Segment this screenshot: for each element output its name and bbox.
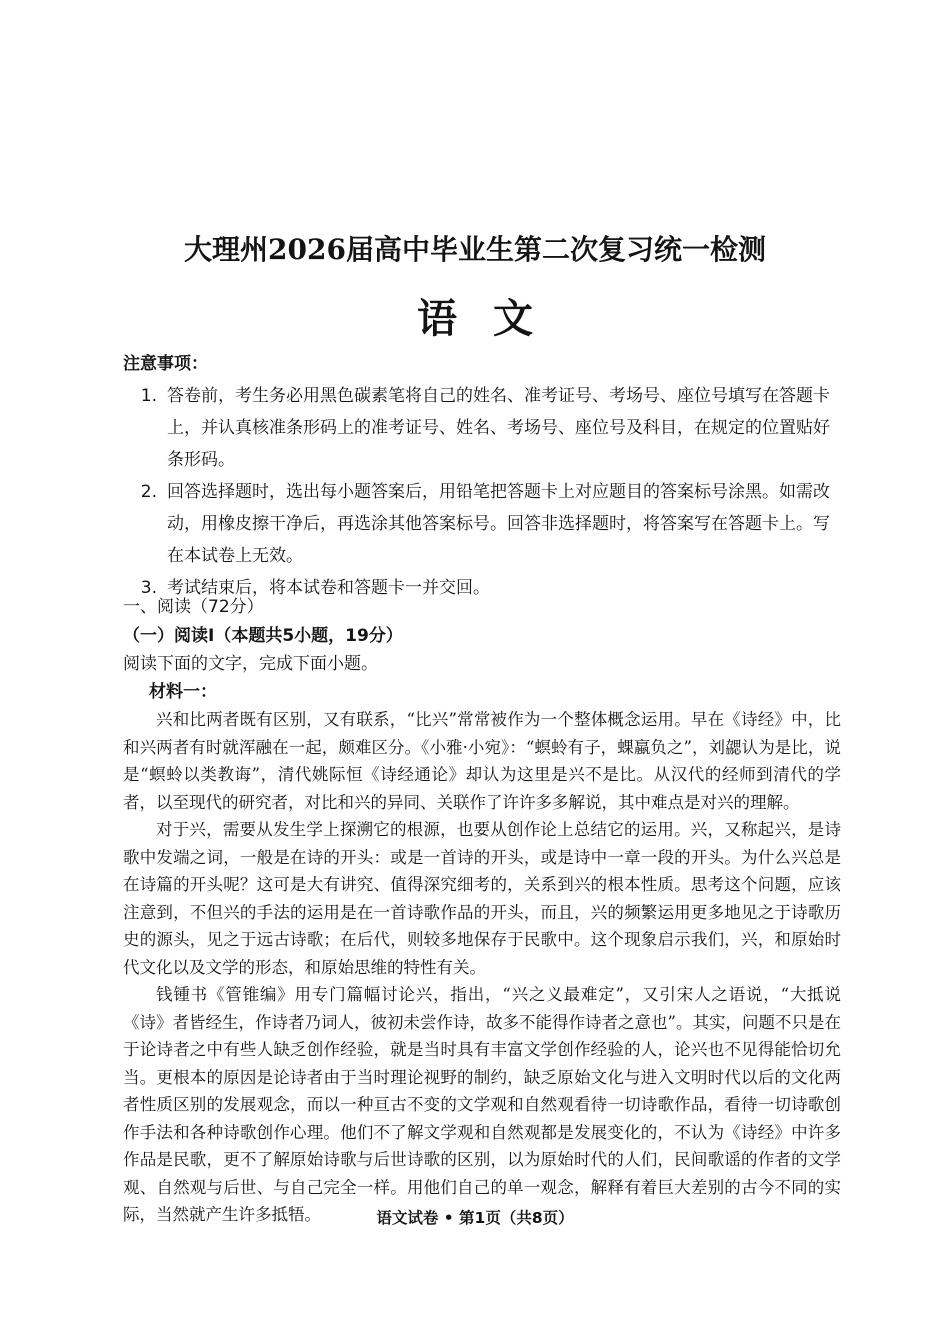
material-paragraph: 对于兴，需要从发生学上探溯它的根源，也要从创作论上总结它的运用。兴，又称起兴，是诗歌中发端之词，一般是在诗的开头：或是一首诗的开头，或是诗中一章一段的开头。为什么兴总是在诗篇的开头呢？这可是大有讲究、值得深究细考的，关系到兴的根本性质。思考这个问题，应该注意到，不但兴的手法的运用是在一首诗歌作品的开头，而且，兴的频繁运用更多地见之于诗歌历史的源头，见之于远古诗歌；在后代，则较多地保存于民歌中。这个现象启示我们，兴，和原始时代文化以及文学的形态，和原始思维的特性有关。 bbox=[123, 820, 841, 977]
notice-item-text: 考试结束后，将本试卷和答题卡一并交回。 bbox=[167, 578, 490, 598]
sub-section-heading: （一）阅读Ⅰ（本题共5小题，19分） bbox=[123, 626, 403, 646]
material-paragraph: 钱锺书《管锥编》用专门篇幅讨论兴，指出，“兴之义最难定”，又引宋人之语说，“大抵说《诗》者皆经生，作诗者乃词人，彼初未尝作诗，故多不能得作诗者之意也”。其实，问题不只是在于论诗者之中有些人缺乏创作经验，就是当时具有丰富文学创作经验的人，论兴也不见得能恰切允当。更根本的原因是论诗者由于当时理论视野的制约，缺乏原始文化与进入文明时代以后的文化两者性质区别的发展观念，而以一种亘古不变的文学观和自然观看待一切诗歌作品，看待一切诗歌创作手法和各种诗歌创作心理。他们不了解文学观和自然观都是发展变化的，不认为《诗经》中许多作品是民歌，更不了解原始诗歌与后世诗歌的区别，以为原始时代的人们，民间歌谣的作者的文学观、自然观与后世、与自己完全一样。用他们自己的单一观念，解释有着巨大差别的古今不同的实际，当然就产生许多抵牾。 bbox=[123, 985, 841, 1224]
notice-item-text: 回答选择题时，选出每小题答案后，用铅笔把答题卡上对应题目的答案标号涂黑。如需改动，用橡皮擦干净后，再选涂其他答案标号。回答非选择题时，将答案写在答题卡上。写在本试卷上无效。 bbox=[167, 482, 830, 566]
reading-instruction: 阅读下面的文字，完成下面小题。 bbox=[123, 654, 378, 674]
notice-heading: 注意事项： bbox=[123, 354, 208, 374]
notice-item-number: 3. bbox=[140, 578, 157, 598]
notice-item-number: 1. bbox=[140, 386, 157, 406]
material-label: 材料一： bbox=[149, 682, 217, 702]
exam-title: 大理州2026届高中毕业生第二次复习统一检测 bbox=[184, 233, 766, 266]
page-footer: 语文试卷 • 第1页（共8页） bbox=[376, 1209, 574, 1227]
subject-title: 语文 bbox=[417, 295, 569, 342]
reading-section bbox=[123, 592, 841, 1229]
notice-item-text: 答卷前，考生务必用黑色碳素笔将自己的姓名、准考证号、考场号、座位号填写在答题卡上，并认真核准条形码上的准考证号、姓名、考场号、座位号及科目，在规定的位置贴好条形码。 bbox=[167, 386, 830, 470]
section-heading: 一、阅读（72分） bbox=[123, 597, 264, 617]
notice-section bbox=[123, 348, 843, 604]
notice-item bbox=[123, 476, 843, 572]
notice-item-number: 2. bbox=[140, 482, 157, 502]
notice-item bbox=[123, 380, 843, 476]
material-paragraph: 兴和比两者既有区别，又有联系，“比兴”常常被作为一个整体概念运用。早在《诗经》中，比和兴两者有时就浑融在一起，颇难区分。《小雅·小宛》：“螟蛉有子，蜾蠃负之”，刘勰认为是比，说是“螟蛉以类教诲”，清代姚际恒《诗经通论》却认为这里是兴不是比。从汉代的经师到清代的学者，以至现代的研究者，对比和兴的异同、关联作了许许多多解说，其中难点是对兴的理解。 bbox=[123, 710, 841, 812]
